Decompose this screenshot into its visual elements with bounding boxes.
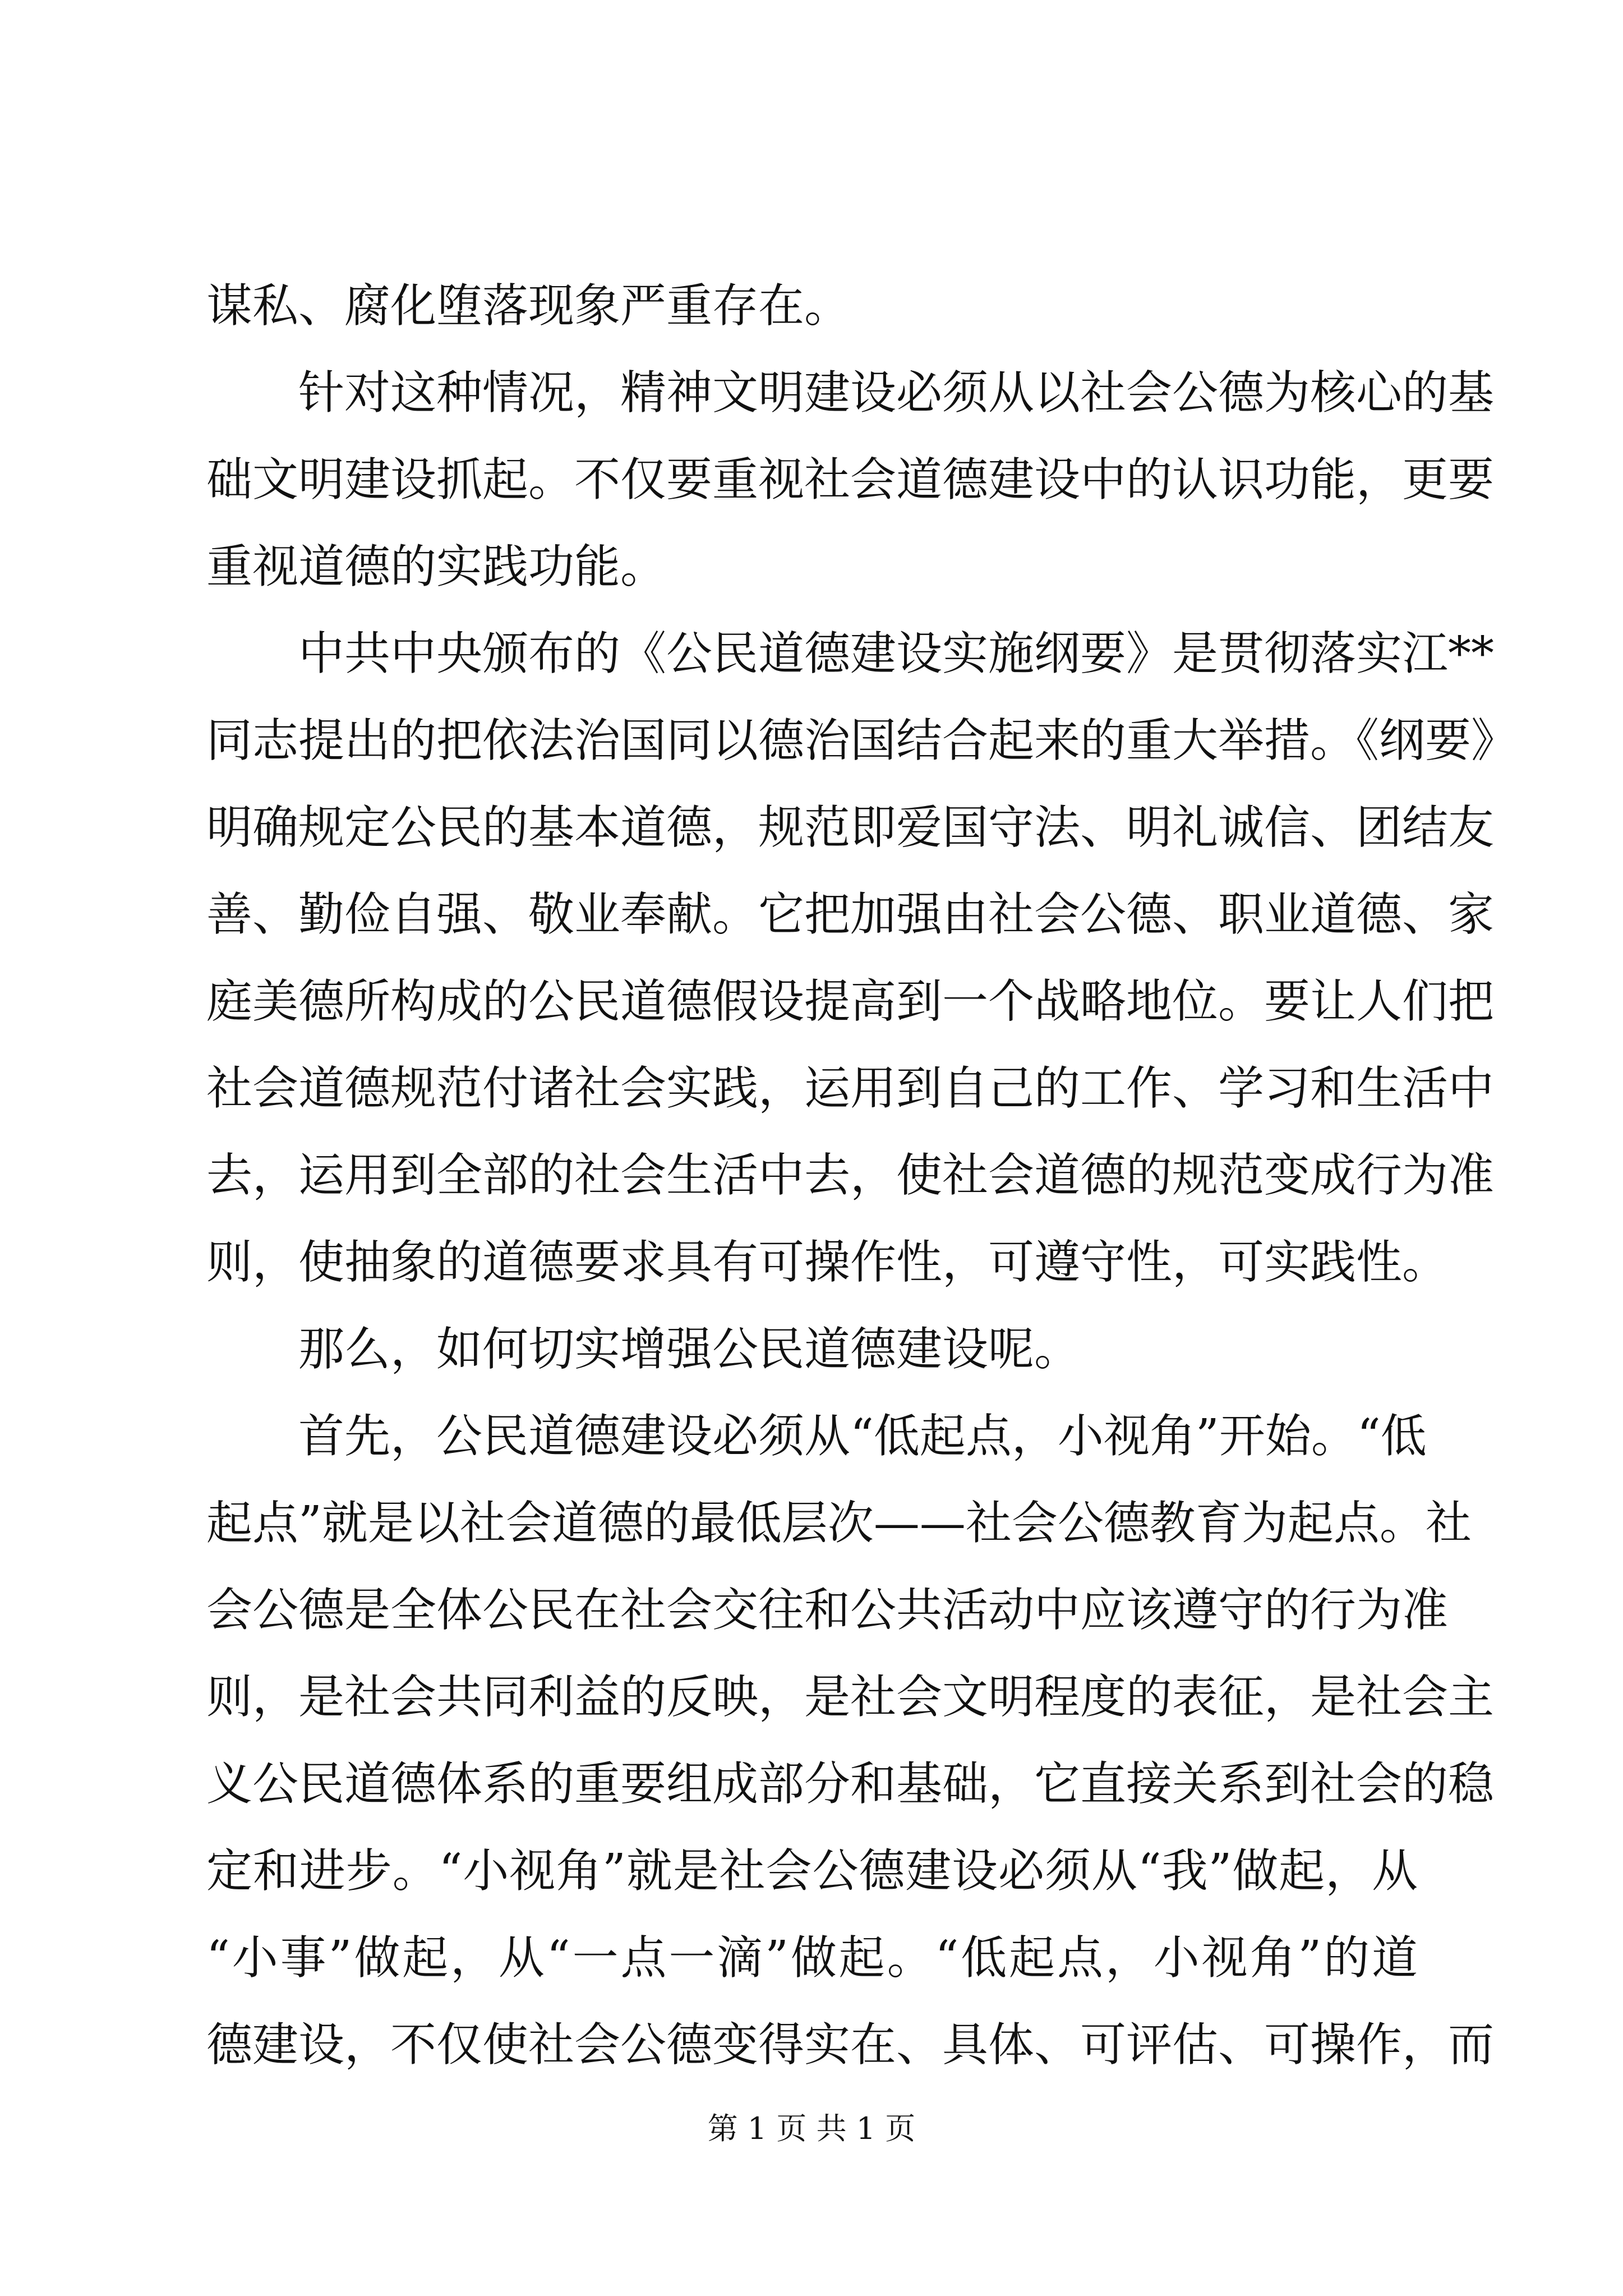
text-line: 首先，公民道德建设必须从“低起点，小视角”开始。“低 <box>298 1410 1427 1463</box>
text-line: 去，运用到全部的社会生活中去，使社会道德的规范变成行为准 <box>206 1149 1495 1202</box>
page-number: 第 1 页 共 1 页 <box>707 2111 916 2146</box>
text-line: 同志提出的把依法治国同以德治国结合起来的重大举措。《纲要》 <box>206 714 1518 767</box>
text-line: 会公德是全体公民在社会交往和公共活动中应该遵守的行为准 <box>206 1584 1449 1637</box>
text-line: 中共中央颁布的《公民道德建设实施纲要》是贯彻落实江** <box>298 627 1495 680</box>
text-line: 那么，如何切实增强公民道德建设呢。 <box>298 1323 1081 1376</box>
text-line: 谋私、腐化堕落现象严重存在。 <box>206 279 851 333</box>
text-line: 善、勤俭自强、敬业奉献。它把加强由社会公德、职业道德、家 <box>206 888 1495 941</box>
text-line: 德建设，不仅使社会公德变得实在、具体、可评估、可操作，而 <box>206 2018 1495 2072</box>
text-line: 起点”就是以社会道德的最低层次——社会公德教育为起点。社 <box>206 1497 1472 1550</box>
page-footer <box>0 2109 1623 2148</box>
text-line: 社会道德规范付诸社会实践，运用到自己的工作、学习和生活中 <box>206 1062 1495 1115</box>
text-line: 定和进步。“小视角”就是社会公德建设必须从“我”做起，从 <box>206 1844 1418 1898</box>
text-line: 庭美德所构成的公民道德假设提高到一个战略地位。要让人们把 <box>206 975 1495 1028</box>
text-line: 则，使抽象的道德要求具有可操作性，可遵守性，可实践性。 <box>206 1236 1449 1289</box>
text-line: “小事”做起，从“一点一滴”做起。“低起点，小视角”的道 <box>206 1931 1418 1985</box>
body-text <box>206 263 1518 2088</box>
text-line: 针对这种情况，精神文明建设必须从以社会公德为核心的基 <box>298 366 1495 420</box>
text-line: 重视道德的实践功能。 <box>206 540 667 593</box>
text-line: 则，是社会共同利益的反映，是社会文明程度的表征，是社会主 <box>206 1671 1495 1724</box>
text-line: 明确规定公民的基本道德，规范即爱国守法、明礼诚信、团结友 <box>206 801 1495 854</box>
text-line: 础文明建设抓起。不仅要重视社会道德建设中的认识功能，更要 <box>206 453 1495 507</box>
text-line: 义公民道德体系的重要组成部分和基础，它直接关系到社会的稳 <box>206 1757 1495 1811</box>
